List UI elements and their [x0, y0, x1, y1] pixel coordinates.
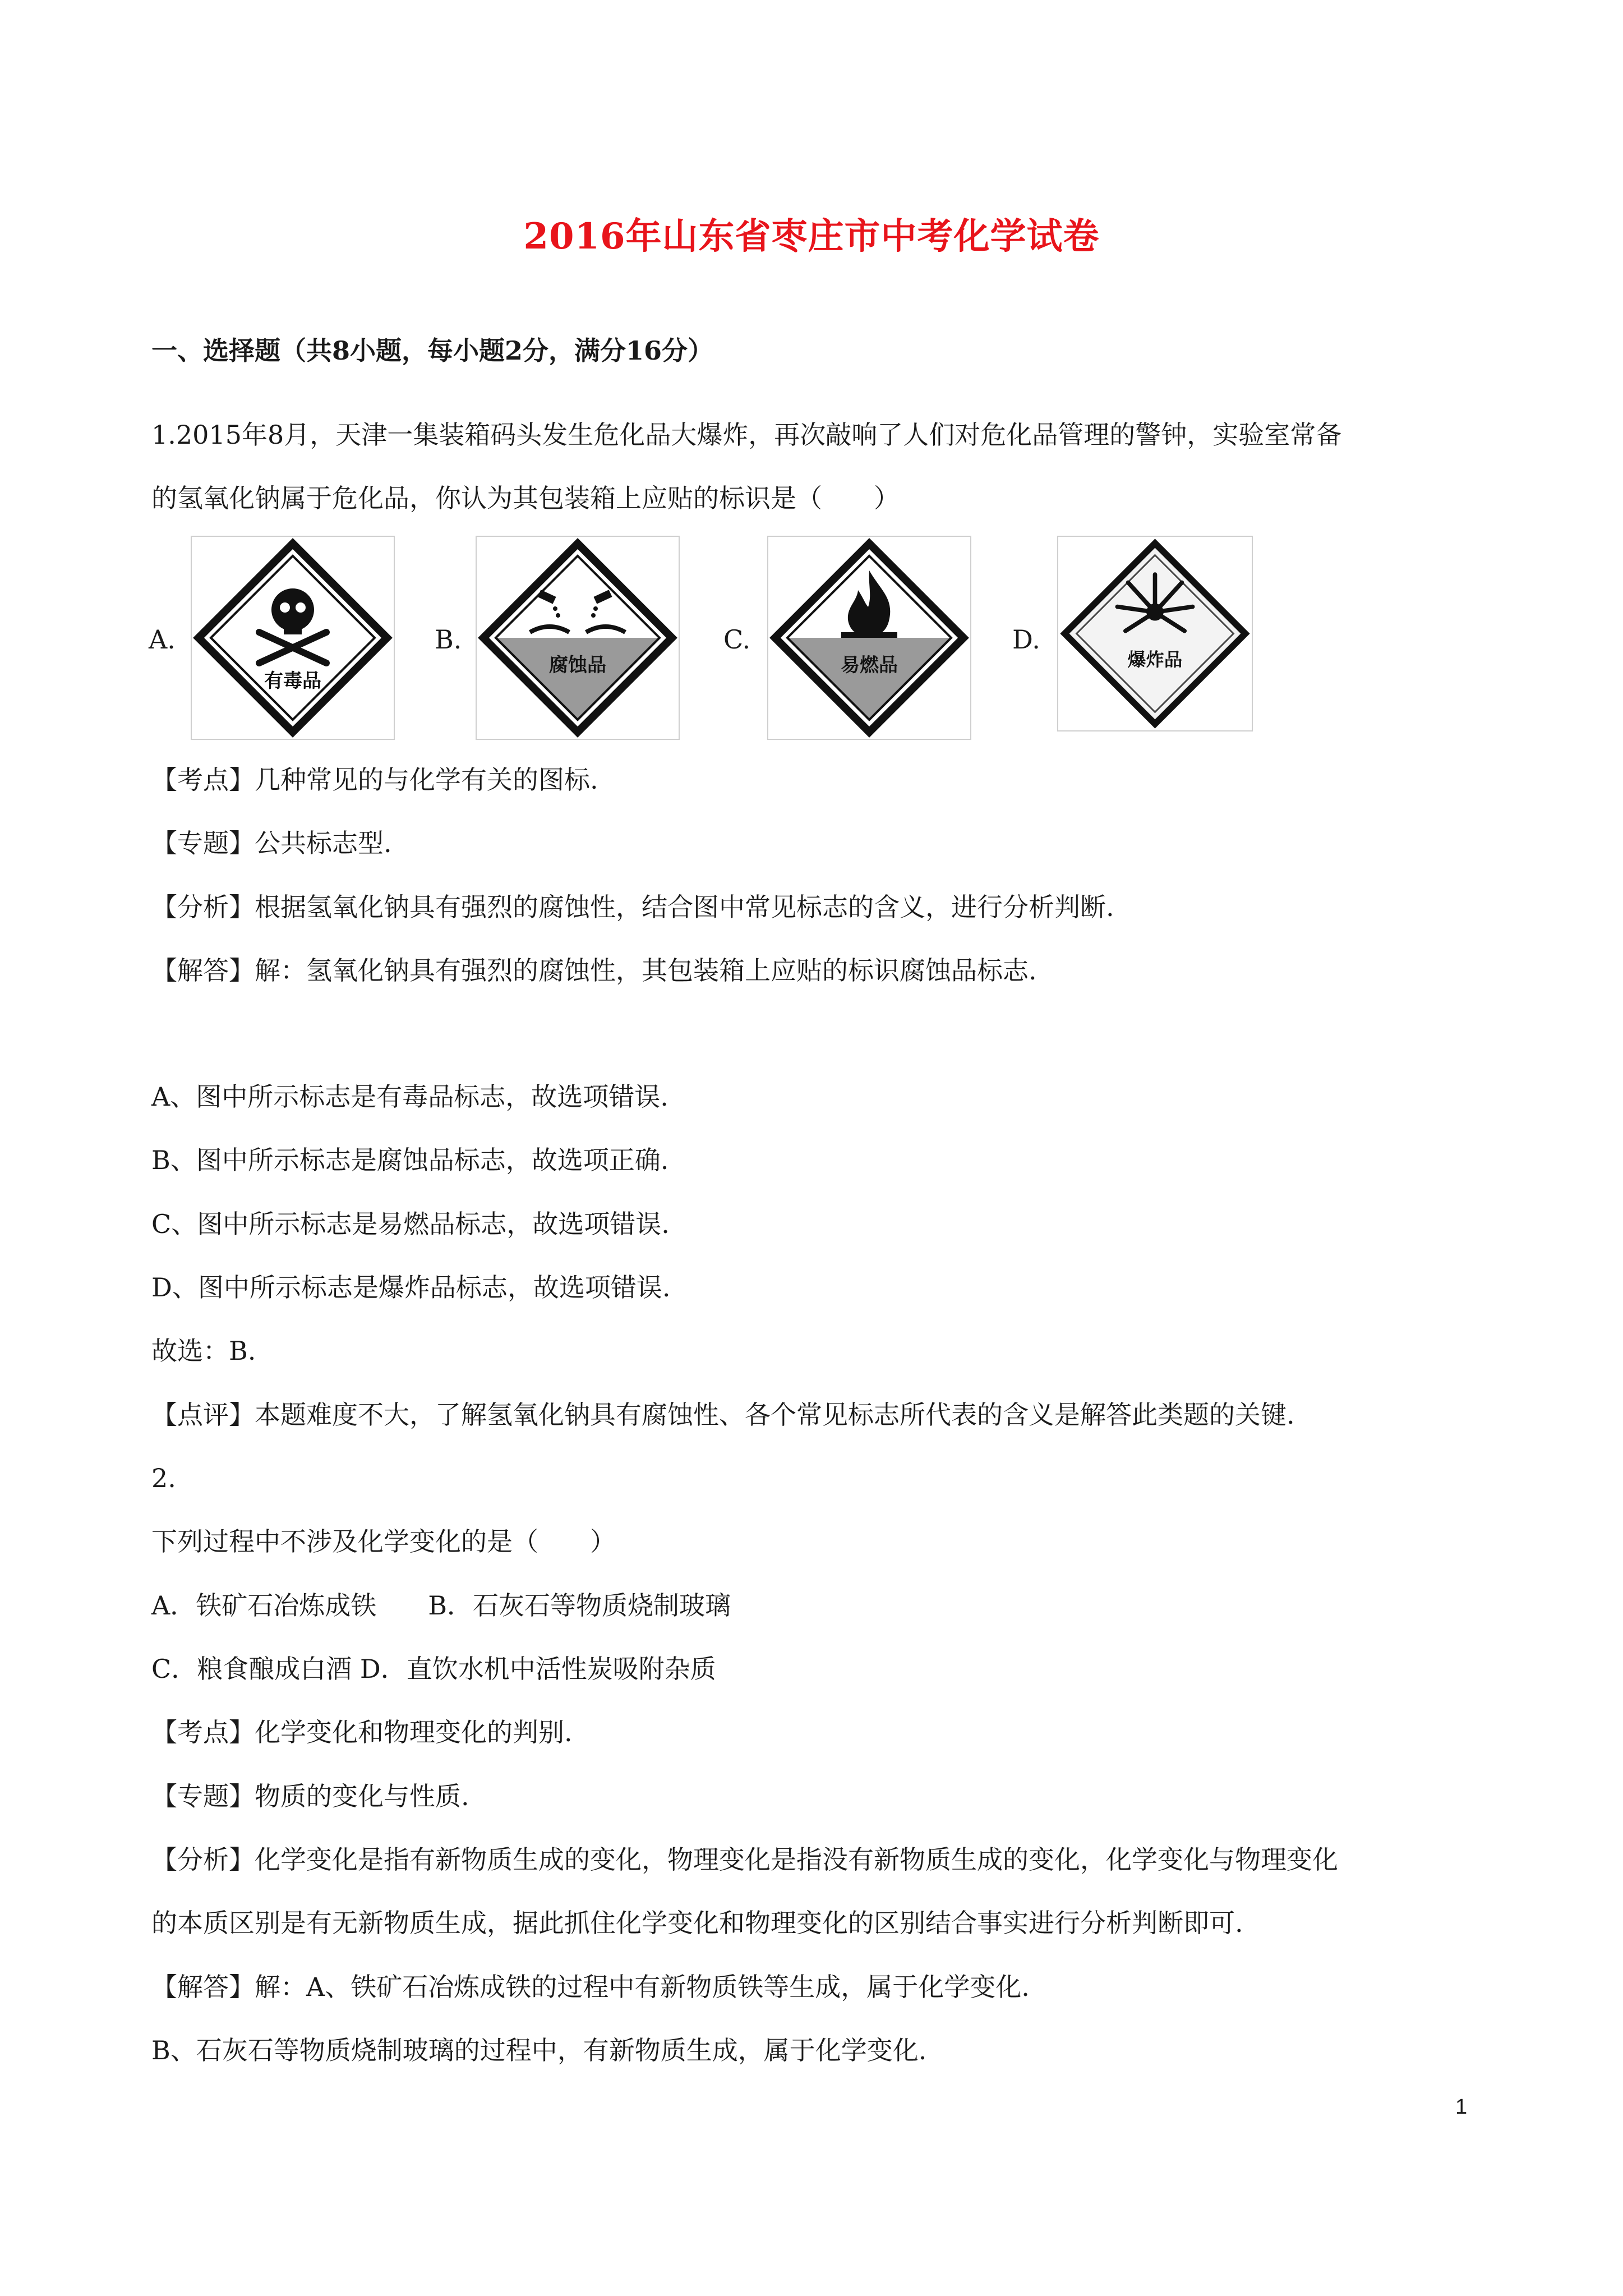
skull-crossbones-icon [192, 537, 394, 739]
q1-zhuanti: 【专题】公共标志型. [151, 828, 392, 858]
q2-number: 2. [151, 1463, 176, 1493]
corrosive-sign-image [476, 536, 680, 740]
q1-explain-c: C、图中所示标志是易燃品标志，故选项错误. [151, 1209, 670, 1239]
q2-stem: 下列过程中不涉及化学变化的是（ ） [151, 1526, 616, 1557]
q1-stem-line2: 的氢氧化钠属于危化品，你认为其包装箱上应贴的标识是（ ） [151, 483, 900, 513]
corrosive-sign-label: 腐蚀品 [549, 654, 606, 677]
q1-option-c-letter: C. [723, 624, 751, 655]
q2-options-line1: A．铁矿石冶炼成铁 B．石灰石等物质烧制玻璃 [151, 1590, 731, 1621]
q1-jieda: 【解答】解：氢氧化钠具有强烈的腐蚀性，其包装箱上应贴的标识腐蚀品标志. [151, 955, 1037, 986]
q2-jieda: 【解答】解：A、铁矿石冶炼成铁的过程中有新物质铁等生成，属于化学变化. [151, 1972, 1030, 2002]
q1-explain-b: B、图中所示标志是腐蚀品标志，故选项正确. [151, 1145, 669, 1175]
q1-explain-a: A、图中所示标志是有毒品标志，故选项错误. [151, 1082, 668, 1112]
toxic-sign-image [191, 536, 395, 740]
q2-fenxi-line2: 的本质区别是有无新物质生成，据此抓住化学变化和物理变化的区别结合事实进行分析判断即可. [151, 1908, 1243, 1938]
q2-zhuanti: 【专题】物质的变化与性质. [151, 1781, 469, 1811]
explosive-sign-label: 爆炸品 [1127, 649, 1183, 670]
explosive-sign-image [1057, 536, 1253, 731]
flammable-sign-label: 易燃品 [841, 654, 898, 677]
toxic-sign-label: 有毒品 [264, 670, 321, 692]
flame-icon [768, 537, 970, 739]
q1-explain-d: D、图中所示标志是爆炸品标志，故选项错误. [151, 1272, 671, 1303]
corrosive-icon [477, 537, 679, 739]
section-heading: 一、选择题（共8小题，每小题2分，满分16分） [151, 335, 714, 366]
page-title: 2016年山东省枣庄市中考化学试卷 [523, 215, 1100, 257]
q1-answer: 故选：B. [151, 1336, 256, 1366]
q1-kaodian: 【考点】几种常见的与化学有关的图标. [151, 765, 598, 795]
q1-fenxi: 【分析】根据氢氧化钠具有强烈的腐蚀性，结合图中常见标志的含义，进行分析判断. [151, 892, 1114, 922]
flammable-sign-image [767, 536, 971, 740]
q2-fenxi-line1: 【分析】化学变化是指有新物质生成的变化，物理变化是指没有新物质生成的变化，化学变化与物理变化 [151, 1844, 1338, 1875]
q1-option-d-letter: D. [1012, 624, 1040, 655]
q2-kaodian: 【考点】化学变化和物理变化的判别. [151, 1717, 573, 1747]
q1-stem-line1: 1.2015年8月，天津一集装箱码头发生危化品大爆炸，再次敲响了人们对危化品管理的警钟，实验室常备 [151, 420, 1342, 450]
page-number: 1 [1455, 2095, 1468, 2119]
q2-options-line2: C．粮食酿成白酒 D．直饮水机中活性炭吸附杂质 [151, 1654, 716, 1684]
q1-option-a-letter: A. [149, 624, 176, 655]
q1-option-b-letter: B. [435, 624, 462, 655]
explosion-icon [1058, 537, 1252, 730]
q2-explain-b: B、石灰石等物质烧制玻璃的过程中，有新物质生成，属于化学变化. [151, 2035, 927, 2065]
q1-dianping: 【点评】本题难度不大，了解氢氧化钠具有腐蚀性、各个常见标志所代表的含义是解答此类题的关键. [151, 1400, 1295, 1430]
